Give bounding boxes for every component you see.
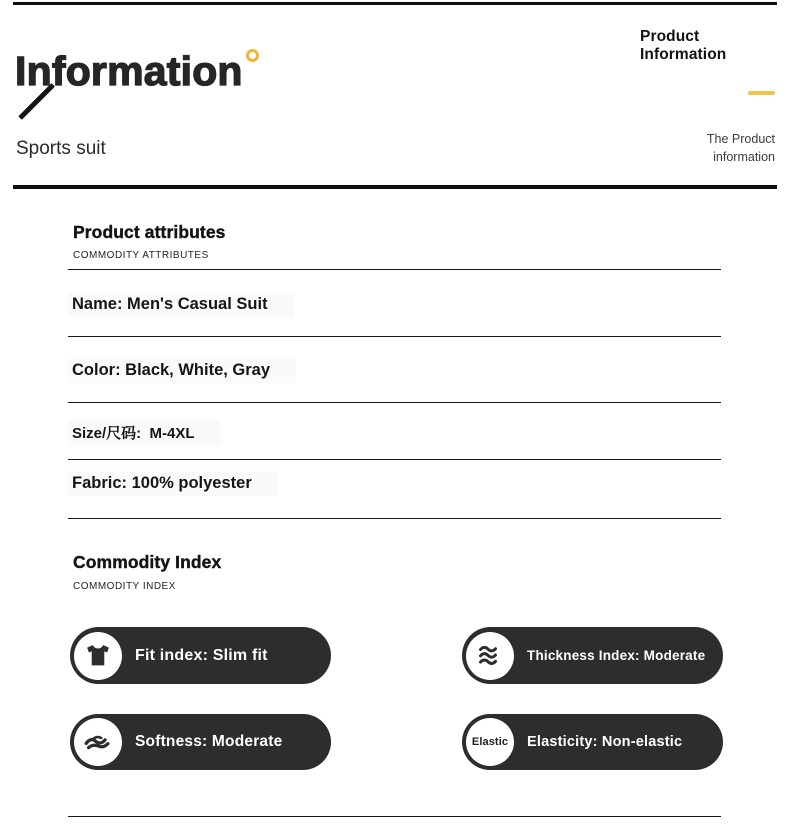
divider xyxy=(68,402,721,403)
divider xyxy=(68,518,721,519)
caption-line1: The Product xyxy=(706,132,775,146)
badge-icon-circle xyxy=(74,718,122,766)
attribute-row-name: Name: Men's Casual Suit xyxy=(68,292,294,317)
badge-label: Elasticity: Non-elastic xyxy=(527,734,683,750)
yellow-underline-decoration xyxy=(748,91,775,95)
badge-softness xyxy=(70,714,331,770)
content-area xyxy=(68,0,721,838)
product-information-line2: Information xyxy=(640,45,727,63)
product-information-line1: Product xyxy=(640,28,700,45)
badge-thickness-index xyxy=(462,627,723,684)
badge-icon-circle xyxy=(74,632,122,680)
badge-label: Softness: Moderate xyxy=(135,733,283,750)
attribute-row-color: Color: Black, White, Gray xyxy=(68,358,296,383)
attributes-section-subtitle: COMMODITY ATTRIBUTES xyxy=(73,250,209,261)
index-section-title: Commodity Index xyxy=(73,552,222,572)
page-subtitle: Sports suit xyxy=(16,138,106,159)
tshirt-icon xyxy=(83,641,113,671)
bottom-rule xyxy=(68,816,721,817)
elastic-circle-text: Elastic xyxy=(471,736,509,748)
divider xyxy=(68,459,721,460)
caption-line2: information xyxy=(713,150,775,164)
divider xyxy=(68,269,721,270)
badge-label: Thickness Index: Moderate xyxy=(527,648,706,663)
badge-elasticity xyxy=(462,714,723,770)
badge-icon-circle xyxy=(466,632,514,680)
attribute-row-size: Size/尺码: M-4XL xyxy=(68,419,221,446)
attributes-section-title: Product attributes xyxy=(73,222,226,242)
badge-fit-index xyxy=(70,627,331,684)
attribute-row-fabric: Fabric: 100% polyester xyxy=(68,471,278,496)
elastic-text-icon xyxy=(466,718,514,766)
badge-label: Fit index: Slim fit xyxy=(135,646,268,664)
divider xyxy=(68,336,721,337)
page-title: Information xyxy=(15,48,259,95)
thickness-waves-icon xyxy=(474,640,506,672)
softness-waves-icon xyxy=(81,725,115,759)
index-section-subtitle: COMMODITY INDEX xyxy=(73,581,176,592)
